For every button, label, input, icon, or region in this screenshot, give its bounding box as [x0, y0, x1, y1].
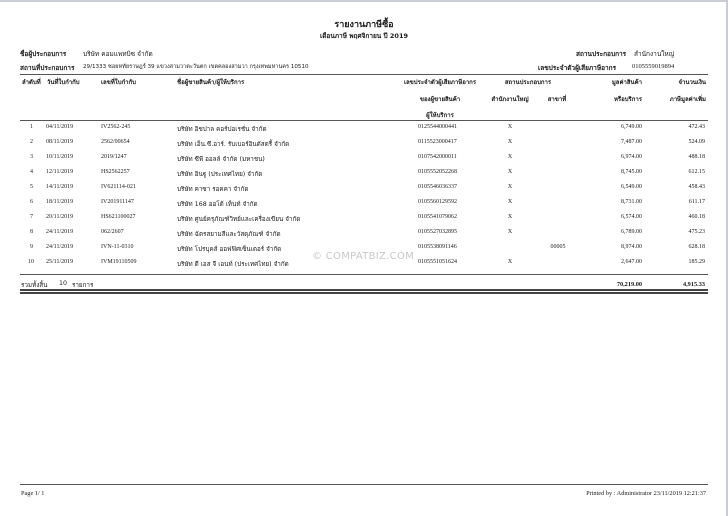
- header-bottom-rule: [20, 120, 708, 121]
- cell-vendor-tax-id: 0105551051624: [418, 259, 457, 265]
- cell-vat: 460.18: [688, 214, 705, 220]
- cell-seq: 7: [30, 214, 33, 220]
- cell-vendor: บริษัท 168 ออโต้ เท็นท์ จำกัด: [177, 201, 258, 208]
- col-branch-no: สาขาที่: [547, 96, 567, 103]
- cell-date: 18/11/2019: [46, 199, 74, 205]
- cell-seq: 5: [30, 184, 33, 190]
- cell-branch-no: 00005: [550, 244, 566, 250]
- operator-name-label: ชื่อผู้ประกอบการ: [20, 50, 67, 58]
- cell-date: 08/11/2019: [46, 139, 74, 145]
- cell-invoice-no: IV201911147: [101, 199, 134, 205]
- cell-vendor-tax-id: 0105546036337: [418, 184, 457, 190]
- cell-date: 04/11/2019: [46, 124, 74, 130]
- cell-vendor-tax-id: 0105552052268: [418, 169, 457, 175]
- col-seq: ลำดับที่: [22, 79, 41, 86]
- cell-date: 20/11/2019: [46, 214, 74, 220]
- cell-vendor: บริษัท เอ็น.ซี.อาร์. รับเบอร์อินดัสตรี้ จำกัด: [177, 141, 290, 148]
- col-head-office: สำนักงานใหญ่: [491, 96, 529, 103]
- cell-vendor: บริษัท ฉัตรสยามสีและวัสดุภัณฑ์ จำกัด: [177, 231, 281, 238]
- cell-seq: 4: [30, 169, 33, 175]
- cell-seq: 1: [30, 124, 33, 130]
- col-vendor-tax-id-2: ของผู้ขายสินค้า: [419, 96, 461, 103]
- cell-head-office: X: [507, 154, 513, 160]
- col-date: วันที่ใบกำกับ: [47, 79, 80, 86]
- cell-amount: 6,549.00: [621, 184, 642, 190]
- col-vat-1: จำนวนเงิน: [678, 79, 706, 86]
- table-row: [20, 229, 708, 244]
- cell-date: 25/11/2019: [46, 259, 74, 265]
- tax-id-value: 0105559019894: [632, 63, 675, 70]
- total-double-rule-1: [20, 289, 708, 291]
- cell-date: 24/11/2019: [46, 244, 74, 250]
- cell-seq: 2: [30, 139, 33, 145]
- cell-amount: 8,745.00: [621, 169, 642, 175]
- col-vendor-tax-id-1: เลขประจำตัวผู้เสียภาษีอากร: [403, 79, 477, 86]
- page-number: Page 1/ 1: [21, 490, 45, 497]
- total-count: 10: [59, 280, 68, 287]
- cell-seq: 8: [30, 229, 33, 235]
- cell-invoice-no: IV2562-245: [101, 124, 131, 130]
- cell-vendor-tax-id: 0125544000441: [418, 124, 457, 130]
- table-row: [20, 124, 708, 139]
- total-double-rule-2: [20, 292, 708, 294]
- cell-amount: 6,749.00: [621, 124, 642, 130]
- printed-by: Printed by : Administrator 23/11/2019 12:21:37: [586, 490, 706, 497]
- cell-vendor-tax-id: 0107542000011: [418, 154, 457, 160]
- cell-vat: 488.18: [688, 154, 705, 160]
- table-row: [20, 169, 708, 184]
- total-vat: 4,915.33: [682, 281, 705, 288]
- table-row: [20, 139, 708, 154]
- cell-vendor: บริษัท อิชปาล คอร์ปอเรชั่น จำกัด: [177, 126, 267, 133]
- cell-amount: 7,487.00: [621, 139, 642, 145]
- viewer-frame-top: [0, 0, 728, 2]
- cell-head-office: X: [507, 139, 513, 145]
- cell-head-office: X: [507, 184, 513, 190]
- cell-invoice-no: 2562/00654: [101, 139, 130, 145]
- cell-invoice-no: 2019/1247: [101, 154, 127, 160]
- report-title: รายงานภาษีซื้อ: [334, 20, 394, 30]
- col-vat-2: ภาษีมูลค่าเพิ่ม: [669, 96, 706, 103]
- cell-date: 10/11/2019: [46, 154, 74, 160]
- cell-vendor: บริษัท ศูนย์ครุภัณฑ์วิทย์และเครื่องเขียน จำกัด: [177, 216, 301, 223]
- report-subtitle: เดือนภาษี พฤศจิกายน ปี 2019: [319, 32, 408, 40]
- cell-vat: 458.43: [688, 184, 705, 190]
- cell-vendor-tax-id: 0105527032895: [418, 229, 457, 235]
- cell-head-office: X: [507, 124, 513, 130]
- cell-vat: 628.18: [688, 244, 705, 250]
- tax-id-label: เลขประจำตัวผู้เสียภาษีอากร: [538, 64, 617, 72]
- cell-vat: 472.43: [688, 124, 705, 130]
- rows-bottom-rule: [20, 274, 708, 275]
- col-amount-2: หรือบริการ: [613, 96, 642, 103]
- cell-invoice-no: HS2562257: [101, 169, 130, 175]
- address-label: สถานที่ประกอบการ: [20, 64, 75, 72]
- cell-amount: 6,789.00: [621, 229, 642, 235]
- operator-name: บริษัท คอมแพทบิซ จำกัด: [83, 50, 153, 58]
- cell-head-office: X: [507, 214, 513, 220]
- cell-vendor: บริษัท ซีพี ออลล์ จำกัด (มหาชน): [177, 156, 265, 163]
- branch-label: สถานประกอบการ: [576, 50, 627, 58]
- cell-vendor-tax-id: 0115523000417: [418, 139, 457, 145]
- cell-vendor-tax-id: 0105560129592: [418, 199, 457, 205]
- cell-seq: 10: [28, 259, 34, 265]
- cell-amount: 6,974.00: [621, 154, 642, 160]
- cell-head-office: X: [507, 229, 513, 235]
- cell-head-office: X: [507, 199, 513, 205]
- cell-invoice-no: IVN-11-0310: [101, 244, 134, 250]
- cell-seq: 6: [30, 199, 33, 205]
- table-row: [20, 154, 708, 169]
- col-vendor: ชื่อผู้ขายสินค้า/ผู้ให้บริการ: [177, 79, 245, 86]
- branch-value: สำนักงานใหญ่: [634, 50, 675, 58]
- table-row: [20, 184, 708, 199]
- cell-vendor-tax-id: 0105538091146: [418, 244, 457, 250]
- cell-date: 24/11/2019: [46, 229, 74, 235]
- cell-vat: 475.23: [688, 229, 705, 235]
- cell-invoice-no: IV621114-021: [101, 184, 136, 190]
- cell-vendor: บริษัท ดี เอส จี เอนท์ (ประเทศไทย) จำกัด: [177, 261, 289, 268]
- table-row: [20, 199, 708, 214]
- col-invoice-no: เลขที่ใบกำกับ: [101, 79, 136, 86]
- cell-invoice-no: 062/2607: [101, 229, 124, 235]
- watermark: © COMPATBIZ.COM: [312, 251, 415, 262]
- cell-vat: 185.29: [688, 259, 705, 265]
- cell-head-office: X: [507, 169, 513, 175]
- cell-seq: 9: [30, 244, 33, 250]
- cell-amount: 6,574.00: [621, 214, 642, 220]
- address: 29/1333 ซอยหทัยราษฎร์ 39 แขวงสามวาตะวันตก เขตคลองสามวา กรุงเทพมหานคร 10510: [83, 64, 309, 70]
- total-amount: 70,219.00: [616, 281, 642, 288]
- cell-date: 14/11/2019: [46, 184, 74, 190]
- cell-vendor: บริษัท อินฐู (ประเทศไทย) จำกัด: [177, 171, 263, 178]
- cell-vendor: บริษัท โปรบุคส์ ออฟฟิศเซ็นเตอร์ จำกัด: [177, 246, 282, 253]
- cell-vat: 612.15: [688, 169, 705, 175]
- cell-date: 12/11/2019: [46, 169, 74, 175]
- header-top-rule: [20, 74, 708, 75]
- cell-head-office: X: [507, 259, 513, 265]
- col-vendor-tax-id-3: ผู้ให้บริการ: [426, 112, 454, 119]
- cell-amount: 8,731.00: [621, 199, 642, 205]
- cell-invoice-no: HS621100027: [101, 214, 136, 220]
- col-amount-1: มูลค่าสินค้า: [611, 79, 642, 86]
- cell-invoice-no: IVM19110509: [101, 259, 137, 265]
- cell-amount: 2,647.00: [621, 259, 642, 265]
- total-label: รวมทั้งสิ้น: [21, 282, 48, 289]
- cell-seq: 3: [30, 154, 33, 160]
- table-row: [20, 214, 708, 229]
- total-count-unit: รายการ: [72, 282, 94, 289]
- footer-rule: [20, 484, 708, 485]
- cell-vendor-tax-id: 0105541079062: [418, 214, 457, 220]
- cell-amount: 8,974.00: [621, 244, 642, 250]
- col-establishment: สถานประกอบการ: [504, 79, 552, 86]
- cell-vat: 611.17: [688, 199, 705, 205]
- cell-vat: 524.09: [688, 139, 705, 145]
- cell-vendor: บริษัท คาซา รอคคา จำกัด: [177, 186, 249, 193]
